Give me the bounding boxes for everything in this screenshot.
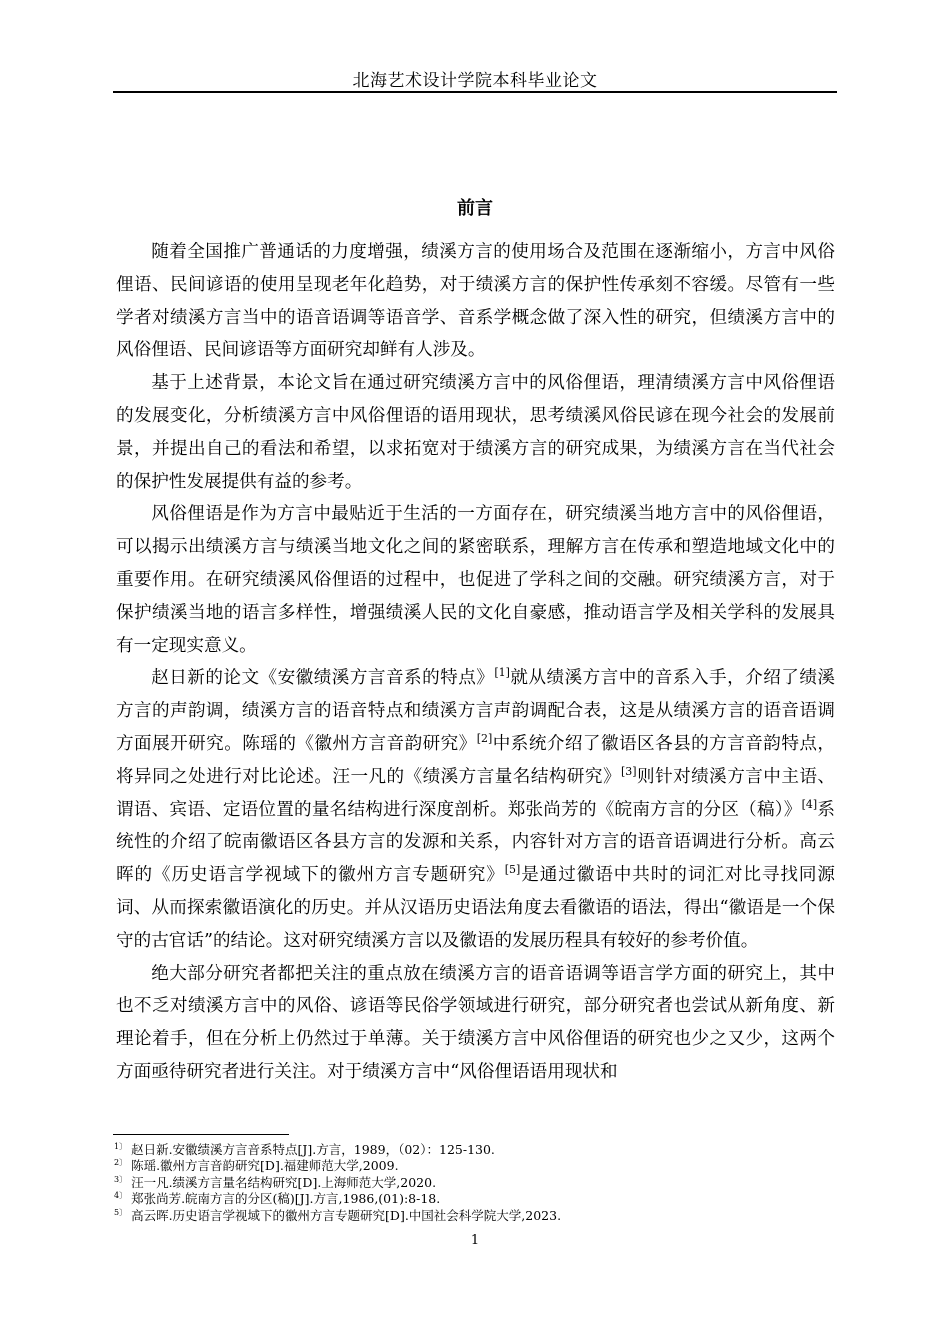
footnote-text: 郑张尚芳.皖南方言的分区(稿)[J].方言,1986,(01):8-18.	[127, 1191, 441, 1207]
paragraph-text: 是通过徽语中共时的词汇对比寻找同源词、从而探索徽语演化的历史。并从汉语历史语法角度去看徽语的语法，得出“徽语是一个保守的古官话”的结论。这对研究绩溪方言以及徽语的发展历程具有较好的参考价值。	[116, 865, 835, 951]
paragraph	[116, 236, 835, 367]
page-number: 1	[470, 1233, 480, 1248]
footnote-number: 1	[114, 1141, 120, 1151]
paragraph-text: 赵日新的论文《安徽绩溪方言音系的特点》	[151, 668, 495, 689]
footnote	[114, 1191, 838, 1207]
paragraph-text: 基于上述背景，本论文旨在通过研究绩溪方言中的风俗俚语，理清绩溪方言中风俗俚语的发展变化，分析绩溪方言中风俗俚语的语用现状，思考绩溪风俗民谚在现今社会的发展前景，并提出自己的看法和希望，以求拓宽对于绩溪方言的研究成果，为绩溪方言在当代社会的保护性发展提供有益的参考。	[116, 373, 835, 492]
footnote-text: 赵日新.安徽绩溪方言音系特点[J].方言，1989，（02）：125-130.	[127, 1142, 495, 1157]
citation-marker[interactable]: [1]	[494, 666, 510, 680]
paragraph-text: 绝大部分研究者都把关注的重点放在绩溪方言的语音语调等语言学方面的研究上，其中也不乏对绩溪方言中的风俗、谚语等民俗学领域进行研究，部分研究者也尝试从新角度、新理论着手，但在分析上仍然过于单薄。关于绩溪方言中风俗俚语的研究也少之又少，这两个方面亟待研究者进行关注。对于绩溪方言中“风俗俚语语用现状和	[116, 963, 835, 1082]
page-header: 北海艺术设计学院本科毕业论文	[352, 71, 598, 91]
footnote-number: 2	[114, 1158, 120, 1168]
footnote	[114, 1208, 838, 1224]
footnote	[114, 1142, 838, 1158]
footnote-number-bracket: 〕	[119, 1207, 128, 1217]
footnote-number: 3	[114, 1174, 120, 1184]
footnote-number: 5	[114, 1207, 120, 1217]
paragraph-text: 系统性的介绍了皖南徽语区各县方言的发源和关系，内容针对方言的语音语调进行分析。高云晖的《历史语言学视域下的徽州方言专题研究》	[116, 799, 835, 886]
footnote-number: 4	[114, 1191, 120, 1201]
paragraph	[116, 662, 835, 957]
footnotes	[114, 1142, 838, 1224]
body-text	[116, 236, 835, 1089]
footnote-number-bracket: 〕	[119, 1158, 128, 1168]
section-title: 前言	[457, 198, 493, 219]
paragraph	[116, 958, 835, 1089]
footnote-text: 陈瑶.徽州方言音韵研究[D].福建师范大学,2009.	[127, 1158, 399, 1174]
paragraph-text: 风俗俚语是作为方言中最贴近于生活的一方面存在，研究绩溪当地方言中的风俗俚语，可以揭示出绩溪方言与绩溪当地文化之间的紧密联系，理解方言在传承和塑造地域文化中的重要作用。在研究绩溪风俗俚语的过程中，也促进了学科之间的交融。研究绩溪方言，对于保护绩溪当地的语言多样性，增强绩溪人民的文化自豪感，推动语言学及相关学科的发展具有一定现实意义。	[116, 504, 835, 656]
paragraph	[116, 367, 835, 498]
citation-marker[interactable]: [4]	[801, 797, 818, 811]
citation-marker[interactable]: [5]	[504, 863, 521, 877]
paragraph-text: 则针对绩溪方言中主语、谓语、宾语、定语位置的量名结构进行深度剖析。郑张尚芳的《皖南方言的分区（稿）》	[116, 766, 835, 820]
citation-marker[interactable]: [2]	[476, 732, 493, 746]
citation-marker[interactable]: [3]	[621, 764, 637, 778]
footnote-text: 汪一凡.绩溪方言量名结构研究[D].上海师范大学,2020.	[127, 1174, 437, 1190]
footnote-number-bracket: 〕	[119, 1174, 128, 1184]
header-rule	[113, 91, 837, 93]
footnote-number-bracket: 〕	[119, 1141, 128, 1151]
paragraph-text: 就从绩溪方言中的音系入手，介绍了绩溪方言的声韵调，绩溪方言的语音特点和绩溪方言声韵调配合表，这是从绩溪方言的语音语调方面展开研究。陈瑶的《徽州方言音韵研究》	[116, 668, 835, 754]
footnote-number-bracket: 〕	[119, 1191, 128, 1201]
paragraph	[116, 498, 835, 662]
paragraph-text: 中系统介绍了徽语区各县的方言音韵特点，将异同之处进行对比论述。汪一凡的《绩溪方言量名结构研究》	[116, 733, 835, 787]
paragraph-text: 随着全国推广普通话的力度增强，绩溪方言的使用场合及范围在逐渐缩小，方言中风俗俚语、民间谚语的使用呈现老年化趋势，对于绩溪方言的保护性传承刻不容缓。尽管有一些学者对绩溪方言当中的语音语调等语音学、音系学概念做了深入性的研究，但绩溪方言中的风俗俚语、民间谚语等方面研究却鲜有人涉及。	[116, 242, 835, 361]
footnote	[114, 1158, 838, 1174]
footnote-text: 高云晖.历史语言学视域下的徽州方言专题研究[D].中国社会科学院大学,2023.	[127, 1207, 562, 1223]
footnote-rule	[113, 1134, 289, 1135]
footnote	[114, 1175, 838, 1191]
